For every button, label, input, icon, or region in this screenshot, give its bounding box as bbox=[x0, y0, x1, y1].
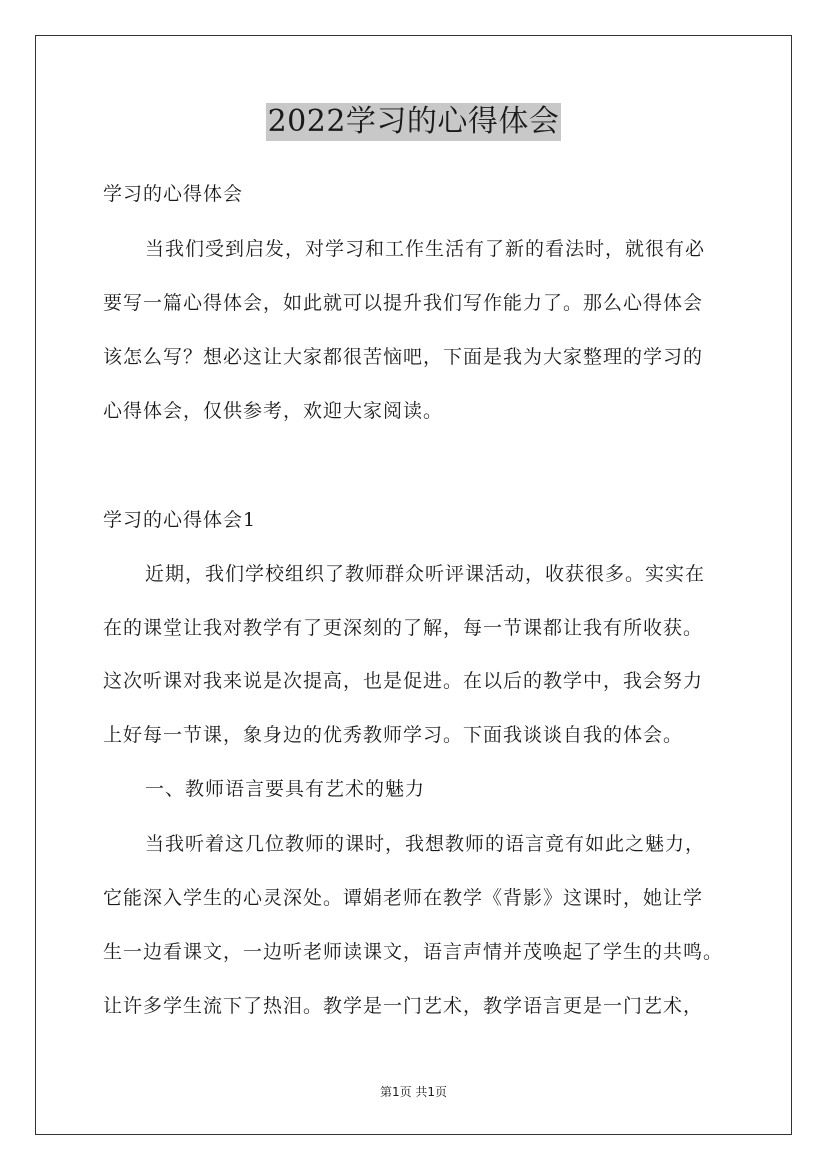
paragraph-line: 该怎么写？想必这让大家都很苦恼吧，下面是我为大家整理的学习的 bbox=[103, 346, 704, 368]
section-heading: 学习的心得体会1 bbox=[103, 509, 257, 531]
paragraph-line: 当我们受到启发，对学习和工作生活有了新的看法时，就很有必 bbox=[145, 238, 706, 260]
subsection-heading: 一、教师语言要具有艺术的魅力 bbox=[145, 778, 426, 800]
paragraph-line: 近期，我们学校组织了教师群众听评课活动，收获很多。实实在 bbox=[145, 563, 706, 585]
paragraph-line: 它能深入学生的心灵深处。谭娟老师在教学《背影》这课时，她让学 bbox=[103, 887, 704, 909]
title-container bbox=[0, 103, 827, 141]
paragraph-line: 上好每一节课，象身边的优秀教师学习。下面我谈谈自我的体会。 bbox=[103, 724, 684, 746]
page-footer: 第1页 共1页 bbox=[379, 1085, 448, 1099]
document-title: 2022学习的心得体会 bbox=[267, 104, 560, 139]
paragraph-line: 要写一篇心得体会，如此就可以提升我们写作能力了。那么心得体会 bbox=[103, 292, 704, 314]
paragraph-line: 这次听课对我来说是次提高，也是促进。在以后的教学中，我会努力 bbox=[103, 670, 704, 692]
paragraph-line: 让许多学生流下了热泪。教学是一门艺术，教学语言更是一门艺术， bbox=[103, 995, 704, 1017]
paragraph-line: 当我听着这几位教师的课时，我想教师的语言竟有如此之魅力， bbox=[145, 833, 706, 855]
section-heading: 学习的心得体会 bbox=[103, 183, 244, 205]
paragraph-line: 心得体会，仅供参考，欢迎大家阅读。 bbox=[103, 400, 444, 422]
paragraph-line: 生一边看课文，一边听老师读课文，语言声情并茂唤起了学生的共鸣。 bbox=[103, 941, 724, 963]
paragraph-line: 在的课堂让我对教学有了更深刻的了解，每一节课都让我有所收获。 bbox=[103, 617, 704, 639]
